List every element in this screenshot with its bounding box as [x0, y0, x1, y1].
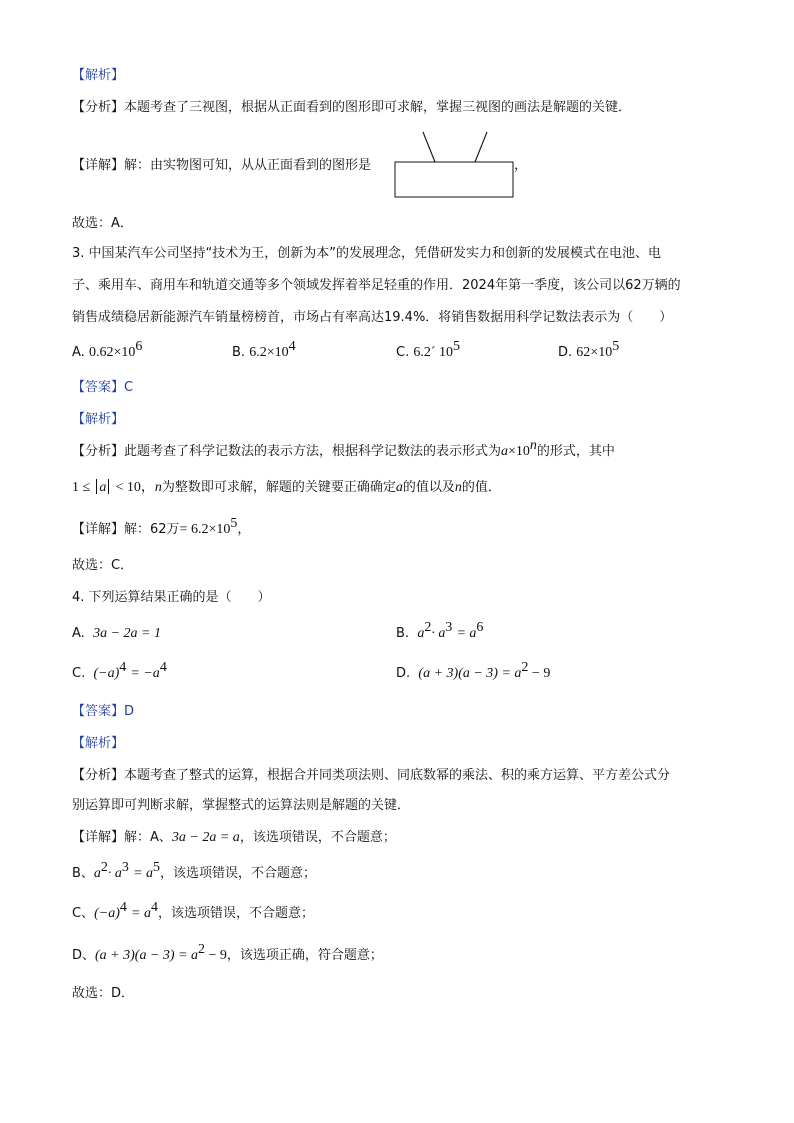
answer-choice-text: 故选：C．	[72, 558, 134, 573]
question-4-stem: 4. 下列运算结果正确的是（ ）	[72, 590, 271, 605]
detail-c: C、$(-a)^4 = a^4$，该选项错误，不合题意；	[72, 900, 314, 921]
option-a: A. $0.62\times 10^6$	[72, 339, 143, 360]
abs-bar-left	[96, 479, 97, 494]
question-3-line-3: 销售成绩稳居新能源汽车销量榜榜首，市场占有率高达19.4%．将销售数据用科学记数法表示为（ ）	[72, 310, 673, 325]
analysis-text: 【分析】此题考查了科学记数法的表示方法，根据科学记数法的表示形式为$a\times 10^n$的形式，其中	[72, 438, 615, 459]
detail-a: 【详解】解：A、3a − 2a = a，该选项错误，不合题意；	[72, 830, 396, 845]
question-3-line-1: 3. 中国某汽车公司坚持“技术为王，创新为本”的发展理念，凭借研发实力和创新的发展模式在电池、电	[72, 246, 662, 261]
abs-bar-right	[108, 479, 109, 494]
analysis-heading: 【解析】	[72, 412, 125, 427]
question-3-line-2: 子、乘用车、商用车和轨道交通等多个领域发挥着举足轻重的作用．2024年第一季度，该公司以62万辆的	[72, 278, 681, 293]
option-c: C. $(-a)^4 = -a^4$	[72, 660, 167, 681]
answer-choice-text: 故选：D．	[72, 986, 135, 1001]
front-view-figure	[393, 130, 517, 200]
option-c: C. 6.2´ $10^5$	[396, 339, 461, 360]
option-d: D. $(a + 3)(a - 3) = a^2 - 9$	[396, 660, 551, 681]
option-b: B. $6.2\times 10^4$	[232, 339, 296, 360]
detail-text	[72, 156, 371, 176]
analysis-heading: 【解析】	[72, 68, 125, 83]
detail-b: B、$a^2\cdot a^3 = a^5$，该选项错误，不合题意；	[72, 860, 317, 881]
detail-comma: ，	[514, 158, 528, 173]
detail-d: D、$(a + 3)(a - 3) = a^2 - 9$，该选项正确，符合题意；	[72, 942, 383, 963]
analysis-text: 【分析】本题考查了三视图，根据从正面看到的图形即可求解，掌握三视图的画法是解题的关键．	[72, 100, 632, 115]
answer-heading: 【答案】C	[72, 380, 134, 395]
option-b: B. $a^2\cdot a^3 = a^6$	[396, 620, 484, 641]
answer-heading: 【答案】D	[72, 704, 135, 719]
detail-label: 【详解】解：由实物图可知，从从正面看到的图形是	[72, 158, 372, 173]
option-d: D. $62\times 10^5$	[558, 339, 620, 360]
answer-choice-text: 故选：A．	[72, 216, 133, 231]
analysis-text-condition: 1 ≤ a < 10，n为整数即可求解，解题的关键要正确确定a的值以及n的值．	[72, 480, 501, 495]
analysis-heading: 【解析】	[72, 736, 125, 751]
detail-text: 【详解】解：62万= $6.2\times 10^5$，	[72, 516, 251, 537]
analysis-text-line-2: 别运算即可判断求解，掌握整式的运算法则是解题的关键．	[72, 798, 411, 813]
analysis-text-line-1: 【分析】本题考查了整式的运算，根据合并同类项法则、同底数幂的乘法、积的乘方运算、平方差公式分	[72, 768, 671, 783]
option-a: A. 3a − 2a = 1	[72, 626, 161, 641]
